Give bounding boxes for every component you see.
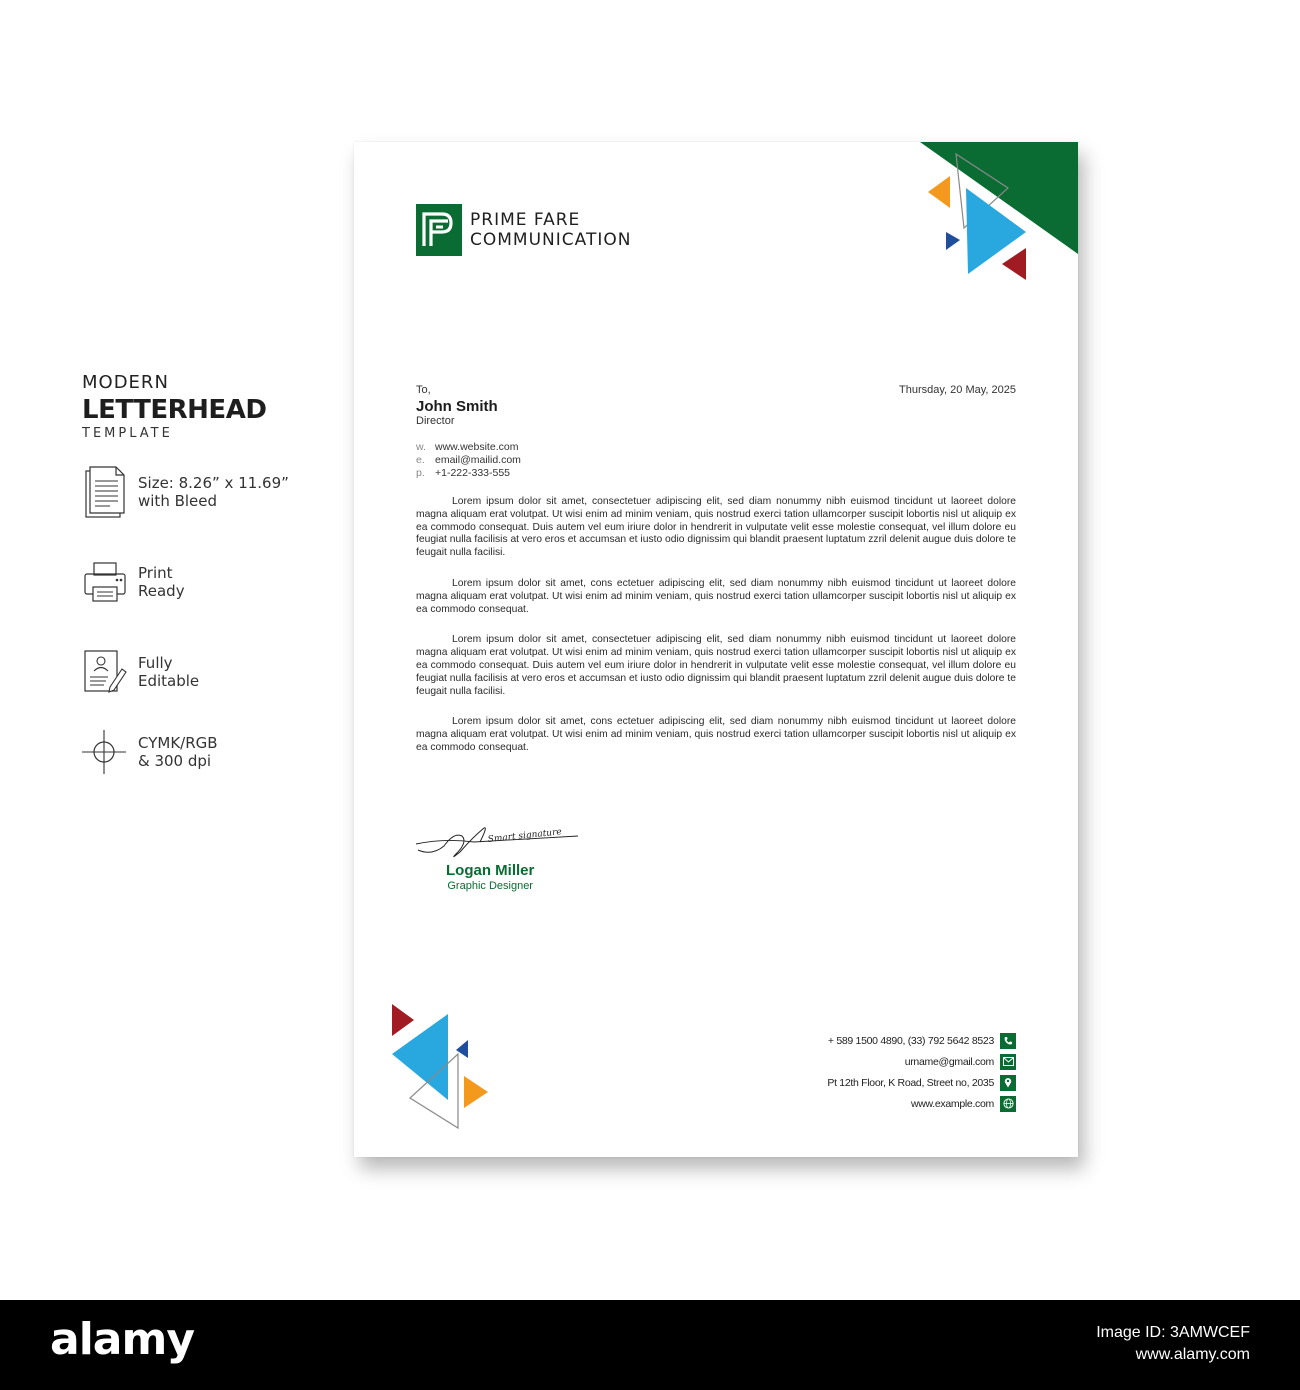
edit-icon: [82, 644, 128, 700]
signature-graphic: [414, 822, 584, 866]
corner-decoration-bottom: [390, 1002, 500, 1134]
body-paragraph: Lorem ipsum dolor sit amet, cons ectetuer adipiscing elit, sed diam nonummy nibh euismod tincidunt ut laoreet dolore magna aliquam erat volutpat. Ut wisi enim ad minim veniam, quis nostrud exerci tation ullamcorper suscipit lobortis nisl ut aliquip ex ea commodo consequat.: [416, 716, 1016, 753]
printer-icon: [82, 554, 128, 610]
signer-block: [446, 862, 534, 892]
watermark-image-id: Image ID: 3AMWCEF www.alamy.com: [1096, 1324, 1250, 1363]
recipient-role: Director: [416, 415, 455, 427]
feature-size-line2: with Bleed: [138, 492, 218, 510]
to-label: To,: [416, 384, 431, 396]
feature-print-line1: Print: [138, 564, 173, 582]
body-paragraph: Lorem ipsum dolor sit amet, cons ectetuer adipiscing elit, sed diam nonummy nibh euismod tincidunt ut laoreet dolore magna aliquam erat volutpat. Ut wisi enim ad minim veniam, quis nostrud exerci tation ullamcorper suscipit lobortis nisl ut aliquip ex ea commodo consequat.: [416, 577, 1016, 615]
letter-body: [416, 496, 1016, 773]
mail-icon: [1000, 1054, 1016, 1070]
panel-heading-modern: MODERN: [82, 372, 169, 393]
footer-phone: + 589 1500 4890, (33) 792 5642 8523: [827, 1030, 1016, 1051]
watermark-banner: [0, 1300, 1300, 1390]
recipient-name: John Smith: [416, 398, 498, 415]
signer-name: Logan Miller: [446, 862, 535, 879]
feature-color-line2: & 300 dpi: [138, 752, 212, 770]
corner-decoration-top: [920, 142, 1078, 282]
crosshair-icon: [82, 724, 128, 780]
feature-editable: [82, 644, 199, 700]
feature-size-line1: Size: 8.26” x 11.69”: [138, 474, 289, 492]
feature-editable-line2: Editable: [138, 672, 200, 690]
company-logo: [416, 204, 631, 256]
feature-size: [82, 464, 289, 520]
features-panel: [82, 372, 322, 770]
feature-color-line1: CYMK/RGB: [138, 734, 218, 752]
recipient-contacts: [416, 441, 521, 480]
footer-address: Pt 12th Floor, K Road, Street no, 2035: [827, 1072, 1016, 1093]
signer-role: Graphic Designer: [447, 880, 533, 892]
location-pin-icon: [1000, 1075, 1016, 1091]
document-icon: [82, 464, 128, 520]
contact-phone: p. +1-222-333-555: [416, 467, 511, 479]
body-paragraph: Lorem ipsum dolor sit amet, consectetuer adipiscing elit, sed diam nonummy nibh euismod tincidunt ut laoreet dolore magna aliquam erat volutpat. Ut wisi enim ad minim veniam, quis nostrud exerci tation ullamcorper suscipit lobortis nisl ut aliquip ex ea commodo consequat. Duis autem vel eum iriure dolor in hendrerit in vulputate velit esse molestie consequat, vel illum dolore eu feugiat nulla facilisis at vero eros et accumsan et iusto odio dignissim qui blandit praesent luptatum zzril delenit augue duis dolore te feugait nulla facilisi.: [416, 496, 1016, 559]
feature-color: [82, 724, 218, 780]
letter-date: Thursday, 20 May, 2025: [899, 384, 1016, 396]
signature-script: Smart signature: [487, 827, 563, 845]
panel-heading-template: TEMPLATE: [82, 426, 173, 441]
footer-website: www.example.com: [827, 1093, 1016, 1114]
footer-contact: [827, 1030, 1016, 1114]
body-paragraph: Lorem ipsum dolor sit amet, consectetuer adipiscing elit, sed diam nonummy nibh euismod tincidunt ut laoreet dolore magna aliquam erat volutpat. Ut wisi enim ad minim veniam, quis nostrud exerci tation ullamcorper suscipit lobortis nisl ut aliquip ex ea commodo consequat. Duis autem vel eum iriure dolor in hendrerit in vulputate velit esse molestie consequat, vel illum dolore eu feugiat nulla facilisis at vero eros et accumsan et iusto odio dignissim qui blandit praesent luptatum zzril delenit augue duis dolore te feugait nulla facilisi.: [416, 634, 1016, 697]
feature-print: [82, 554, 185, 610]
footer-email: urname@gmail.com: [827, 1051, 1016, 1072]
recipient-block: [416, 384, 498, 427]
letterhead-page: [354, 142, 1078, 1157]
watermark-brand: alamy: [50, 1314, 194, 1365]
phone-icon: [1000, 1033, 1016, 1049]
feature-print-line2: Ready: [138, 582, 185, 600]
globe-icon: [1000, 1096, 1016, 1112]
contact-website: w. www.website.com: [416, 441, 519, 453]
contact-email: e. email@mailid.com: [416, 454, 521, 466]
logo-monogram: [416, 204, 462, 256]
panel-heading-letterhead: LETTERHEAD: [82, 395, 267, 425]
feature-editable-line1: Fully: [138, 654, 173, 672]
logo-line1: PRIME FARE: [470, 210, 581, 230]
logo-line2: COMMUNICATION: [470, 230, 632, 250]
